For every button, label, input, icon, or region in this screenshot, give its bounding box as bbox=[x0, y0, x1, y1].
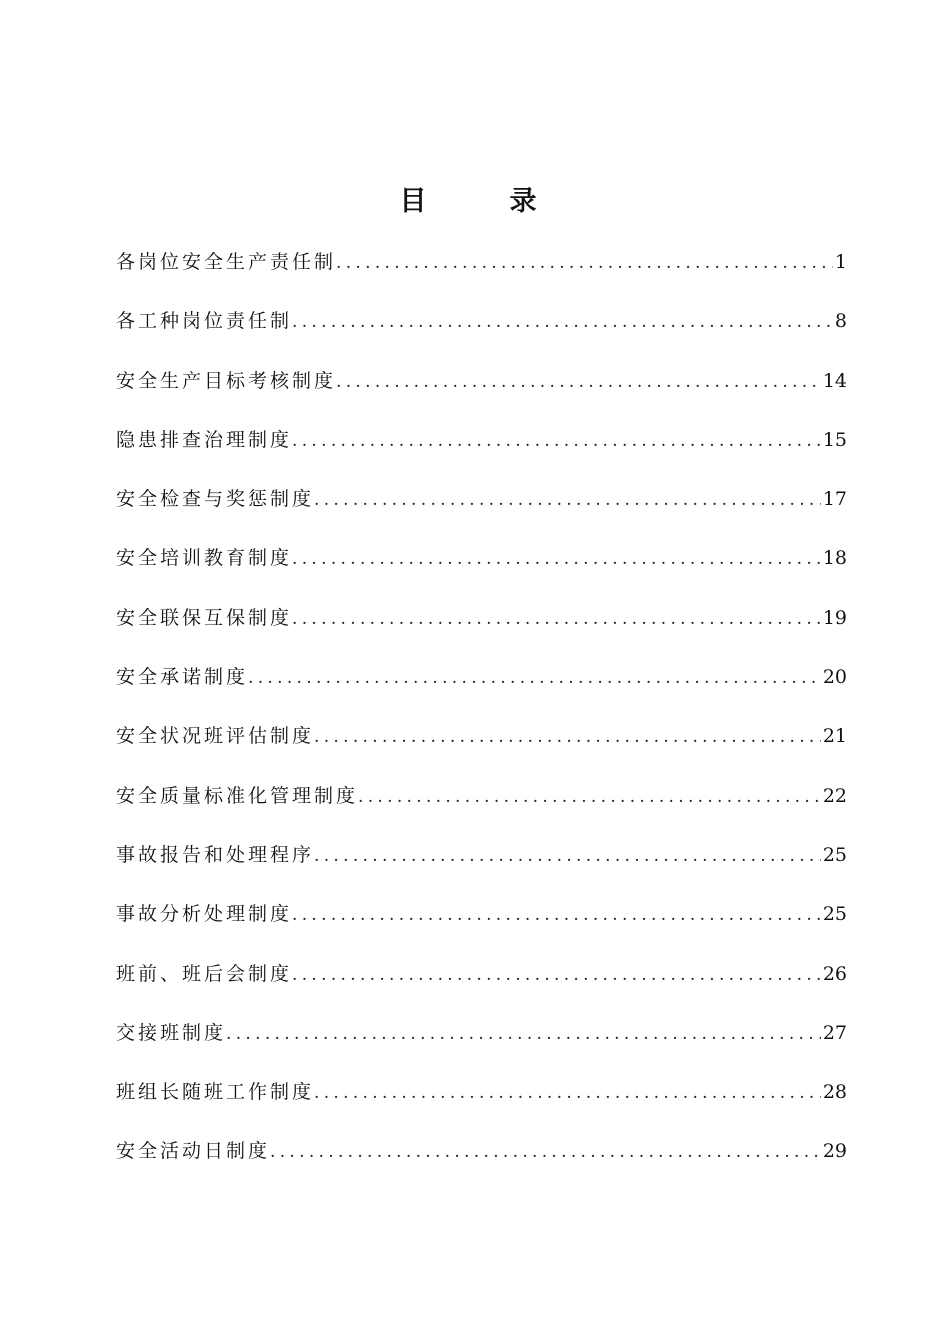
toc-entry-label: 班前、班后会制度 bbox=[116, 962, 293, 985]
toc-entry-page: 22 bbox=[822, 784, 847, 807]
toc-entry-page: 17 bbox=[822, 488, 847, 511]
toc-entry[interactable] bbox=[116, 1070, 847, 1129]
toc-entry[interactable] bbox=[116, 359, 847, 418]
toc-entry-page: 14 bbox=[822, 369, 847, 392]
toc-entry-label: 安全质量标准化管理制度 bbox=[116, 784, 359, 807]
toc-dot-leader bbox=[226, 1012, 821, 1056]
toc-entry-page: 8 bbox=[834, 310, 847, 333]
toc-entry-page: 28 bbox=[822, 1081, 847, 1104]
toc-entry[interactable] bbox=[116, 892, 847, 951]
toc-dot-leader bbox=[314, 1071, 821, 1115]
toc-entry-label: 班组长随班工作制度 bbox=[116, 1081, 315, 1104]
toc-entry-label: 各工种岗位责任制 bbox=[116, 310, 293, 333]
toc-dot-leader bbox=[292, 893, 821, 937]
toc-entry-label: 安全联保互保制度 bbox=[116, 606, 293, 629]
toc-dot-leader bbox=[248, 656, 821, 700]
toc-entry-label: 各岗位安全生产责任制 bbox=[116, 251, 337, 273]
toc-entry-page: 21 bbox=[822, 725, 847, 748]
toc-entry-page: 19 bbox=[822, 606, 847, 629]
toc-dot-leader bbox=[358, 775, 821, 819]
toc-entry-label: 安全培训教育制度 bbox=[116, 547, 293, 570]
toc-dot-leader bbox=[314, 478, 821, 522]
toc-dot-leader bbox=[314, 715, 821, 759]
toc-entry-label: 安全生产目标考核制度 bbox=[116, 369, 337, 392]
toc-entry-page: 27 bbox=[822, 1021, 847, 1044]
toc-entry[interactable] bbox=[116, 1129, 847, 1188]
toc-entry[interactable] bbox=[116, 240, 847, 299]
toc-entry[interactable] bbox=[116, 536, 847, 595]
toc-dot-leader bbox=[292, 300, 833, 344]
toc-entry-label: 安全状况班评估制度 bbox=[116, 725, 315, 748]
toc-dot-leader bbox=[292, 537, 821, 581]
toc-entry-page: 20 bbox=[822, 666, 847, 689]
toc-entry[interactable] bbox=[116, 1011, 847, 1070]
toc-entry[interactable] bbox=[116, 833, 847, 892]
toc-entry-label: 事故分析处理制度 bbox=[116, 903, 293, 926]
toc-dot-leader bbox=[270, 1130, 821, 1174]
toc-entry[interactable] bbox=[116, 299, 847, 358]
toc-dot-leader bbox=[336, 360, 821, 404]
toc-entry[interactable] bbox=[116, 418, 847, 477]
toc-entry-label: 安全活动日制度 bbox=[116, 1140, 271, 1163]
toc-entry-label: 交接班制度 bbox=[116, 1021, 227, 1044]
toc-entry-label: 安全检查与奖惩制度 bbox=[116, 488, 315, 511]
toc-entry-page: 25 bbox=[822, 843, 847, 866]
toc-dot-leader bbox=[292, 953, 821, 997]
toc-entry[interactable] bbox=[116, 596, 847, 655]
toc-entry-page: 1 bbox=[834, 251, 847, 273]
toc-entry[interactable] bbox=[116, 477, 847, 536]
toc-entry-page: 25 bbox=[822, 903, 847, 926]
toc-entry[interactable] bbox=[116, 714, 847, 773]
toc-entry-page: 18 bbox=[822, 547, 847, 570]
toc-title: 目 录 bbox=[399, 186, 565, 217]
toc-entry[interactable] bbox=[116, 952, 847, 1011]
toc-entry[interactable] bbox=[116, 655, 847, 714]
toc-list bbox=[116, 240, 847, 1189]
toc-entry-label: 安全承诺制度 bbox=[116, 666, 249, 689]
toc-entry-page: 15 bbox=[822, 428, 847, 451]
toc-dot-leader bbox=[336, 241, 833, 285]
toc-entry-page: 29 bbox=[822, 1140, 847, 1163]
toc-entry[interactable] bbox=[116, 774, 847, 833]
toc-dot-leader bbox=[314, 834, 821, 878]
toc-dot-leader bbox=[292, 597, 821, 641]
toc-entry-page: 26 bbox=[822, 962, 847, 985]
toc-entry-label: 隐患排查治理制度 bbox=[116, 428, 293, 451]
toc-entry-label: 事故报告和处理程序 bbox=[116, 843, 315, 866]
toc-dot-leader bbox=[292, 419, 821, 463]
